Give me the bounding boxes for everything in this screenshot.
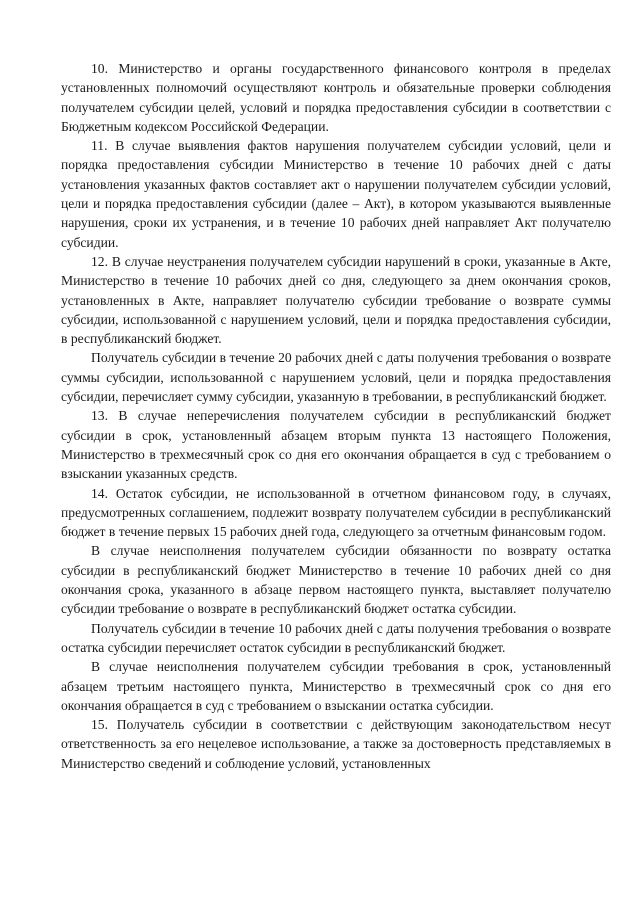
- paragraph-14: 14. Остаток субсидии, не использованной в отчетном финансовом году, в случаях, предусмотренных соглашением, подлежит возврату получателем субсидии в республиканский бюджет в течение первых 15 рабочих дней года, следующего за отчетным финансовым годом.: [61, 485, 611, 540]
- paragraph-15: 15. Получатель субсидии в соответствии с действующим законодательством несут ответственность за его нецелевое использование, а также за достоверность представляемых в Министерство сведений и соблюдение условий, установленных: [61, 717, 611, 771]
- paragraph-14-court: В случае неисполнения получателем субсидии требования в срок, установленный абзацем третьим настоящего пункта, Министерство в трехмесячный срок со дня его окончания обращается в суд с требованием о взыскании остатка субсидии.: [61, 659, 611, 713]
- document-body: [61, 59, 611, 773]
- paragraph-11: 11. В случае выявления фактов нарушения получателем субсидии условий, цели и порядка предоставления субсидии Министерство в течение 10 рабочих дней с даты установления указанных фактов составляет акт о нарушении получателем субсидии условий, цели и порядка предоставления субсидии (далее – Акт), в котором указываются выявленные нарушения, сроки их устранения, и в течение 10 рабочих дней направляет Акт получателю субсидии.: [61, 138, 611, 250]
- paragraph-13: 13. В случае неперечисления получателем субсидии в республиканский бюджет субсидии в срок, установленный абзацем вторым пункта 13 настоящего Положения, Министерство в трехмесячный срок со дня его окончания обращается в суд с требованием о взыскании указанных средств.: [61, 408, 611, 482]
- paragraph-10: 10. Министерство и органы государственного финансового контроля в пределах установленных полномочий осуществляют контроль и обязательные проверки соблюдения получателем субсидии целей, условий и порядка предоставления субсидии в соответствии с Бюджетным кодексом Российской Федерации.: [61, 61, 611, 134]
- paragraph-12: 12. В случае неустранения получателем субсидии нарушений в сроки, указанные в Акте, Министерство в течение 10 рабочих дней со дня, следующего за днем окончания сроков, установленных в Акте, направляет получателю субсидии требование о возврате суммы субсидии, использованной с нарушением условий, цели и порядка предоставления субсидии, в республиканский бюджет.: [61, 253, 611, 347]
- paragraph-12-return: Получатель субсидии в течение 20 рабочих дней с даты получения требования о возврате суммы субсидии, использованной с нарушением условий, цели и порядка предоставления субсидии, перечисляет сумму субсидии, указанную в требовании, в республиканский бюджет.: [61, 350, 611, 405]
- paragraph-14-nonfulfillment: В случае неисполнения получателем субсидии обязанности по возврату остатка субсидии в республиканский бюджет Министерство в течение 10 рабочих дней со дня окончания срока, указанного в абзаце первом настоящего пункта, выставляет получателю субсидии требование о возврате в республиканский бюджет остатка субсидии.: [61, 543, 611, 617]
- paragraph-14-transfer: Получатель субсидии в течение 10 рабочих дней с даты получения требования о возврате остатка субсидии перечисляет остаток субсидии в республиканский бюджет.: [61, 620, 611, 655]
